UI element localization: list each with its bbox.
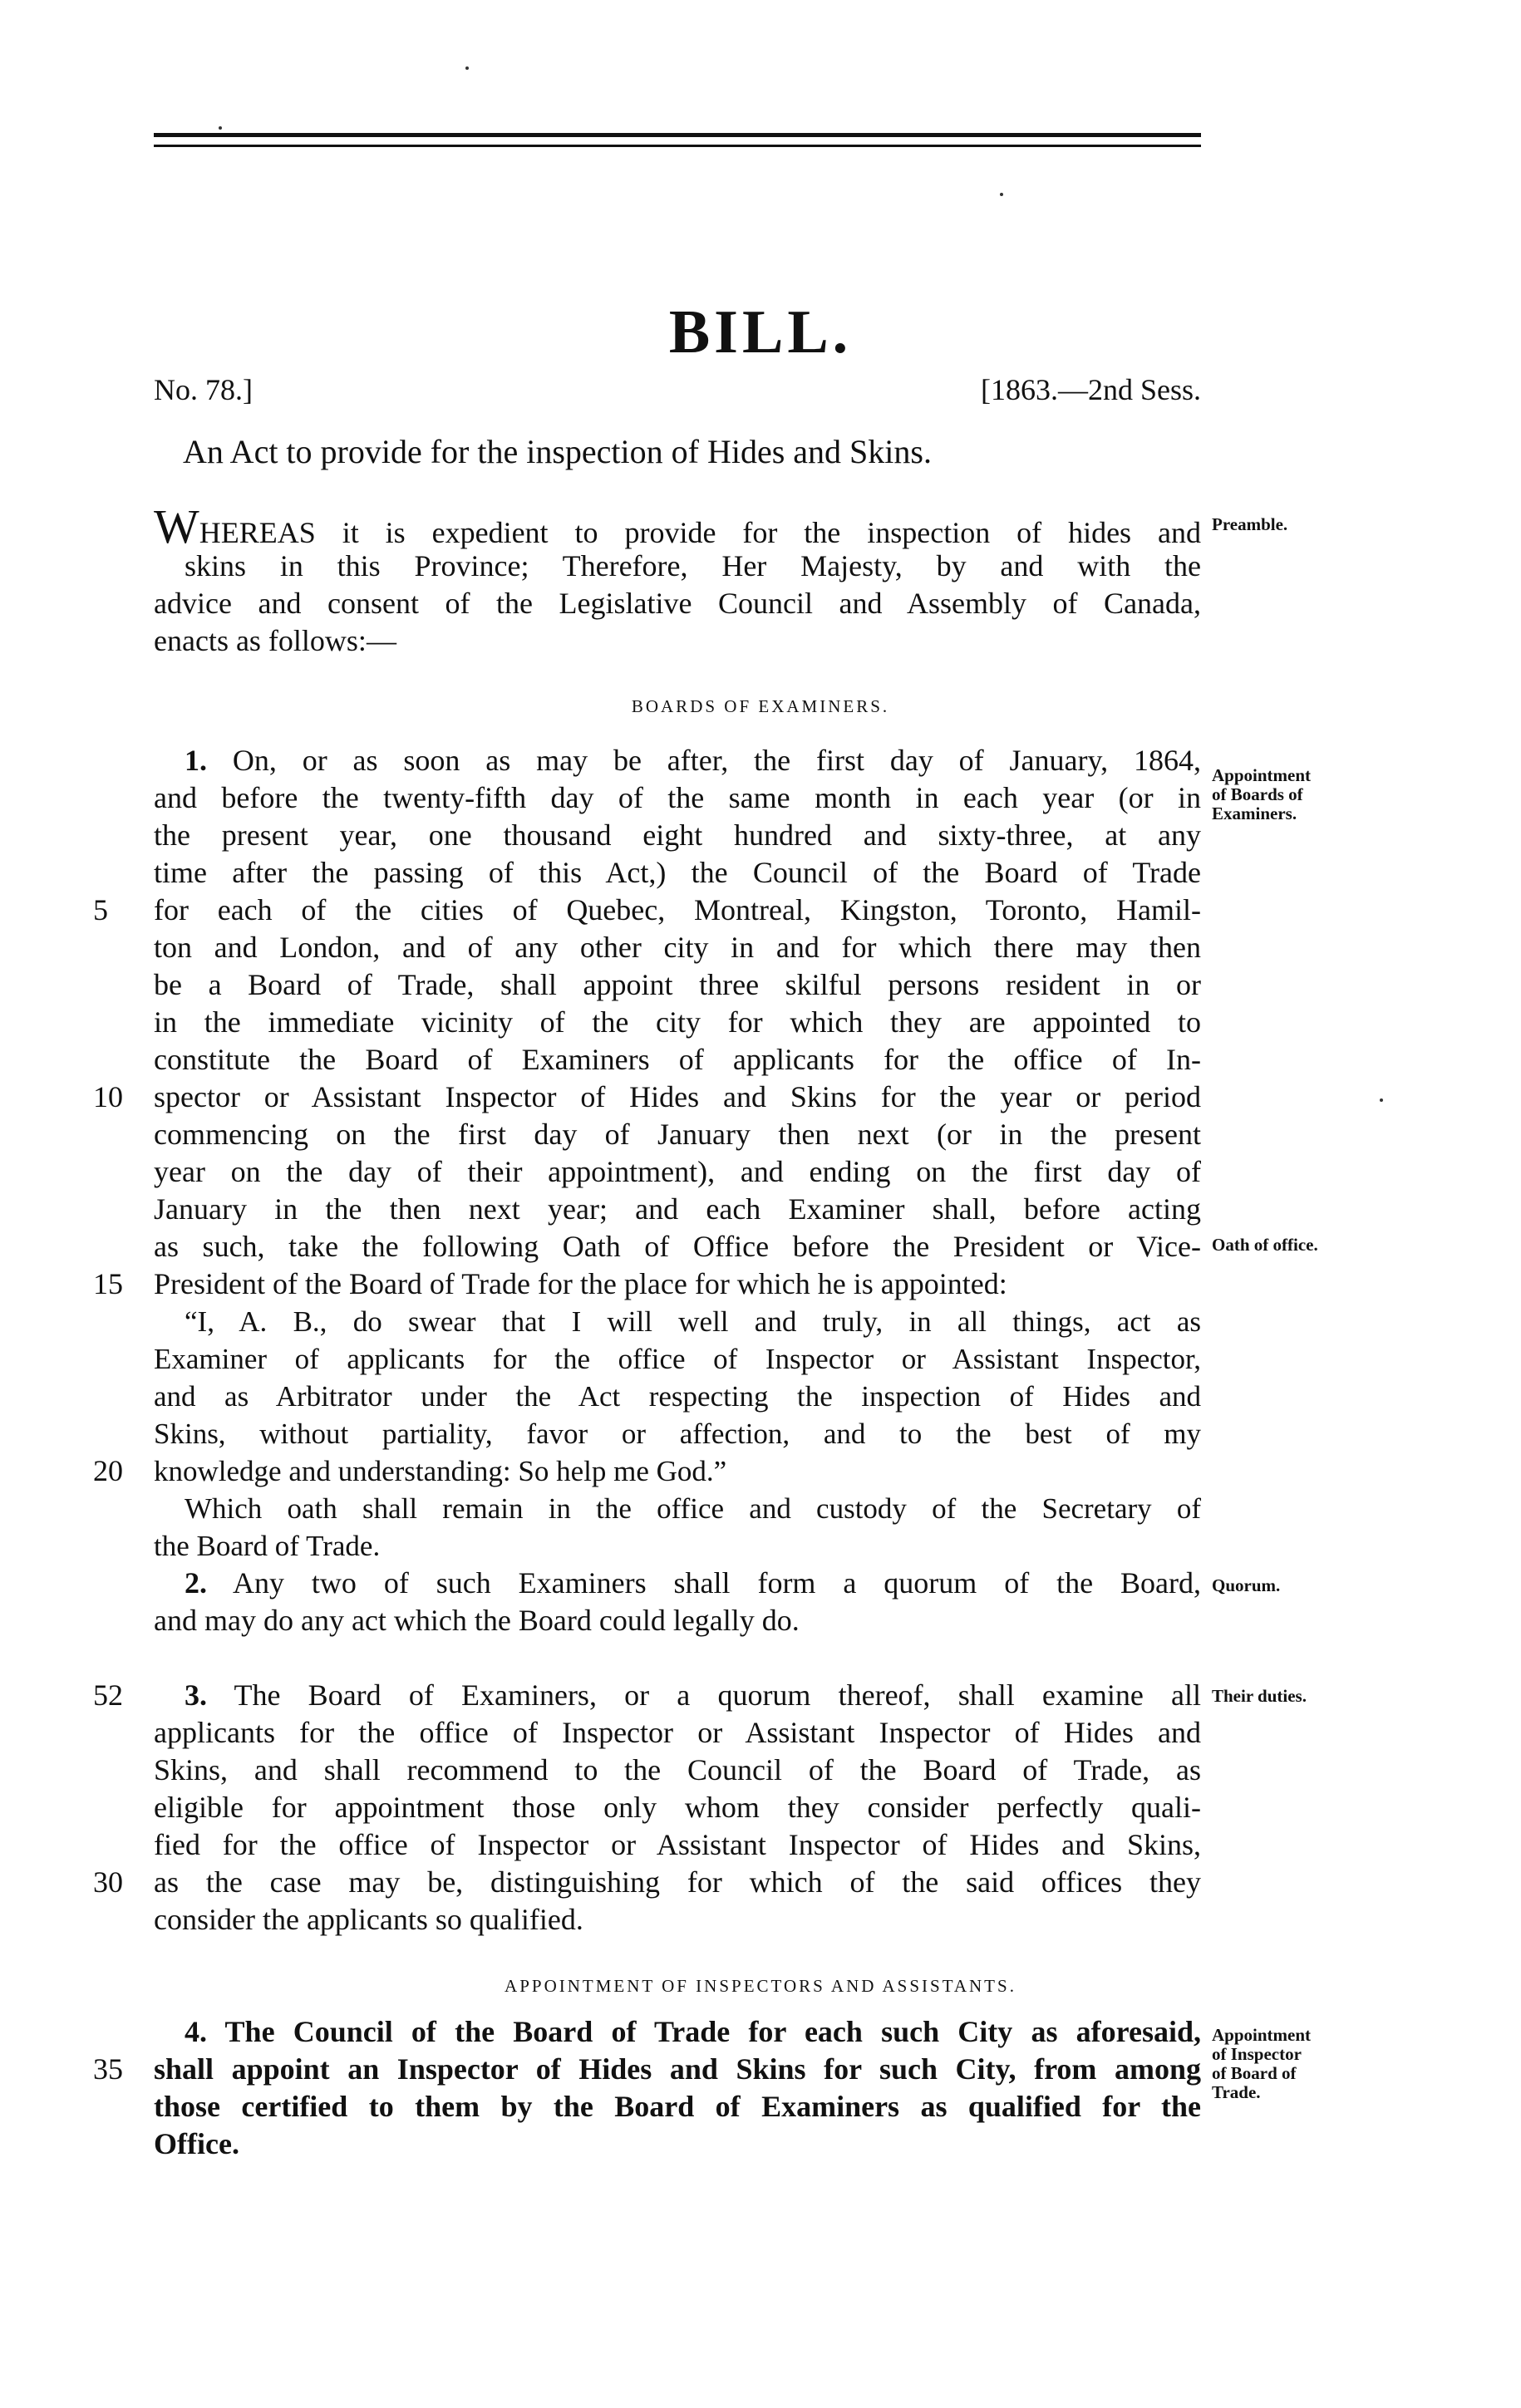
section-line: eligible for appointment those only whom they consider perfectly quali- <box>154 1791 1201 1824</box>
margin-note-preamble: Preamble. <box>1212 514 1288 534</box>
section-line: January in the then next year; and each Examiner shall, before acting <box>154 1192 1201 1226</box>
section-line: commencing on the first day of January then next (or in the present <box>154 1118 1201 1151</box>
section-line: shall appoint an Inspector of Hides and Skins for such City, from among <box>154 2052 1201 2086</box>
section-line: and may do any act which the Board could legally do. <box>154 1604 800 1637</box>
section-line: the present year, one thousand eight hundred and sixty-three, at any <box>154 818 1201 852</box>
oath-line: Skins, without partiality, favor or affection, and to the best of my <box>154 1418 1201 1450</box>
line-number: 52 <box>93 1678 123 1712</box>
section-line: Office. <box>154 2127 239 2160</box>
section-line: 4. The Council of the Board of Trade for each such City as aforesaid, <box>185 2015 1201 2048</box>
section-2 <box>154 1565 1201 1639</box>
margin-note-duties: Their duties. <box>1212 1686 1307 1706</box>
section-line: year on the day of their appointment), and ending on the first day of <box>154 1155 1201 1188</box>
section-line: ton and London, and of any other city in and for which there may then <box>154 931 1201 964</box>
margin-note-quorum: Quorum. <box>1212 1575 1281 1595</box>
oath-line: Which oath shall remain in the office and custody of the Secretary of <box>185 1492 1201 1525</box>
section-line: as the case may be, distinguishing for which of the said offices they <box>154 1865 1201 1899</box>
session-label: [1863.—2nd Sess. <box>980 373 1201 406</box>
section-line: time after the passing of this Act,) the Council of the Board of Trade <box>154 856 1201 889</box>
drop-cap: W <box>154 499 199 553</box>
oath-line: the Board of Trade. <box>154 1530 381 1562</box>
section-number: 2. <box>185 1566 207 1600</box>
line-number: 30 <box>93 1865 123 1899</box>
ink-speck <box>1000 193 1003 196</box>
section-line: 2. Any two of such Examiners shall form a quorum of the Board, <box>185 1566 1202 1600</box>
section-line: applicants for the office of Inspector or Assistant Inspector of Hides and <box>154 1716 1201 1749</box>
section-line: fied for the office of Inspector or Assistant Inspector of Hides and Skins, <box>154 1828 1201 1861</box>
margin-note-appointment-inspector: Appointment <box>1212 2025 1312 2045</box>
line-number: 35 <box>93 2052 123 2086</box>
section-3 <box>154 1677 1201 1939</box>
section-line: 1. On, or as soon as may be after, the first day of January, 1864, <box>185 744 1201 777</box>
ink-speck <box>465 66 469 70</box>
preamble-line-1: WHEREAS it is expedient to provide for the inspection of hides and <box>154 499 1201 553</box>
preamble-line: skins in this Province; Therefore, Her Majesty, by and with the <box>185 549 1201 582</box>
section-heading-boards: BOARDS OF EXAMINERS. <box>631 696 890 716</box>
preamble <box>154 499 1201 660</box>
line-number: 10 <box>93 1080 123 1113</box>
section-line: 3. The Board of Examiners, or a quorum thereof, shall examine all <box>185 1678 1201 1712</box>
section-number: 4. <box>185 2015 207 2048</box>
section-line: those certified to them by the Board of Examiners as qualified for the <box>154 2090 1201 2123</box>
line-number: 5 <box>93 893 108 926</box>
oath-text <box>154 1303 1201 1565</box>
section-4 <box>154 2013 1201 2163</box>
section-line: for each of the cities of Quebec, Montreal, Kingston, Toronto, Hamil- <box>154 893 1201 926</box>
section-line: as such, take the following Oath of Office before the President or Vice- <box>154 1230 1201 1263</box>
preamble-line: enacts as follows:— <box>154 624 396 657</box>
bill-title: BILL. <box>668 298 853 366</box>
section-line: constitute the Board of Examiners of applicants for the office of In- <box>154 1043 1201 1076</box>
margin-note-appointment: of Boards of <box>1212 784 1303 804</box>
oath-line: “I, A. B., do swear that I will well and truly, in all things, act as <box>185 1305 1201 1338</box>
bill-number: No. 78.] <box>154 373 253 406</box>
preamble-line: advice and consent of the Legislative Council and Assembly of Canada, <box>154 587 1201 620</box>
margin-note-oath: Oath of office. <box>1212 1235 1318 1255</box>
line-number: 20 <box>93 1454 123 1487</box>
margin-note-appointment-inspector: Trade. <box>1212 2082 1261 2102</box>
section-line: in the immediate vicinity of the city for which they are appointed to <box>154 1005 1201 1039</box>
margin-note-appointment: Appointment <box>1212 765 1312 785</box>
margin-note-appointment-inspector: of Inspector <box>1212 2044 1302 2064</box>
ink-speck <box>1380 1098 1383 1102</box>
act-title: An Act to provide for the inspection of Hides and Skins. <box>183 433 932 470</box>
section-line: spector or Assistant Inspector of Hides and Skins for the year or period <box>154 1080 1201 1113</box>
margin-note-appointment-inspector: of Board of <box>1212 2063 1297 2083</box>
section-number: 3. <box>185 1678 207 1712</box>
section-number: 1. <box>185 744 207 777</box>
section-line: President of the Board of Trade for the place for which he is appointed: <box>154 1267 1007 1300</box>
section-line: Skins, and shall recommend to the Council of the Board of Trade, as <box>154 1753 1201 1786</box>
section-1 <box>154 742 1201 1565</box>
section-line: consider the applicants so qualified. <box>154 1903 583 1936</box>
oath-line: Examiner of applicants for the office of Inspector or Assistant Inspector, <box>154 1343 1201 1375</box>
section-line: be a Board of Trade, shall appoint three skilful persons resident in or <box>154 968 1201 1001</box>
line-number: 15 <box>93 1267 123 1300</box>
top-double-rule <box>154 133 1201 137</box>
section-line: and before the twenty-fifth day of the same month in each year (or in <box>154 781 1201 814</box>
ink-speck <box>219 126 222 130</box>
oath-line: and as Arbitrator under the Act respecting the inspection of Hides and <box>154 1380 1201 1413</box>
top-double-rule-thin <box>154 145 1201 147</box>
oath-line: knowledge and understanding: So help me God.” <box>154 1455 727 1487</box>
section-heading-appointment: APPOINTMENT OF INSPECTORS AND ASSISTANTS. <box>505 1976 1016 1996</box>
margin-note-appointment: Examiners. <box>1212 803 1297 823</box>
